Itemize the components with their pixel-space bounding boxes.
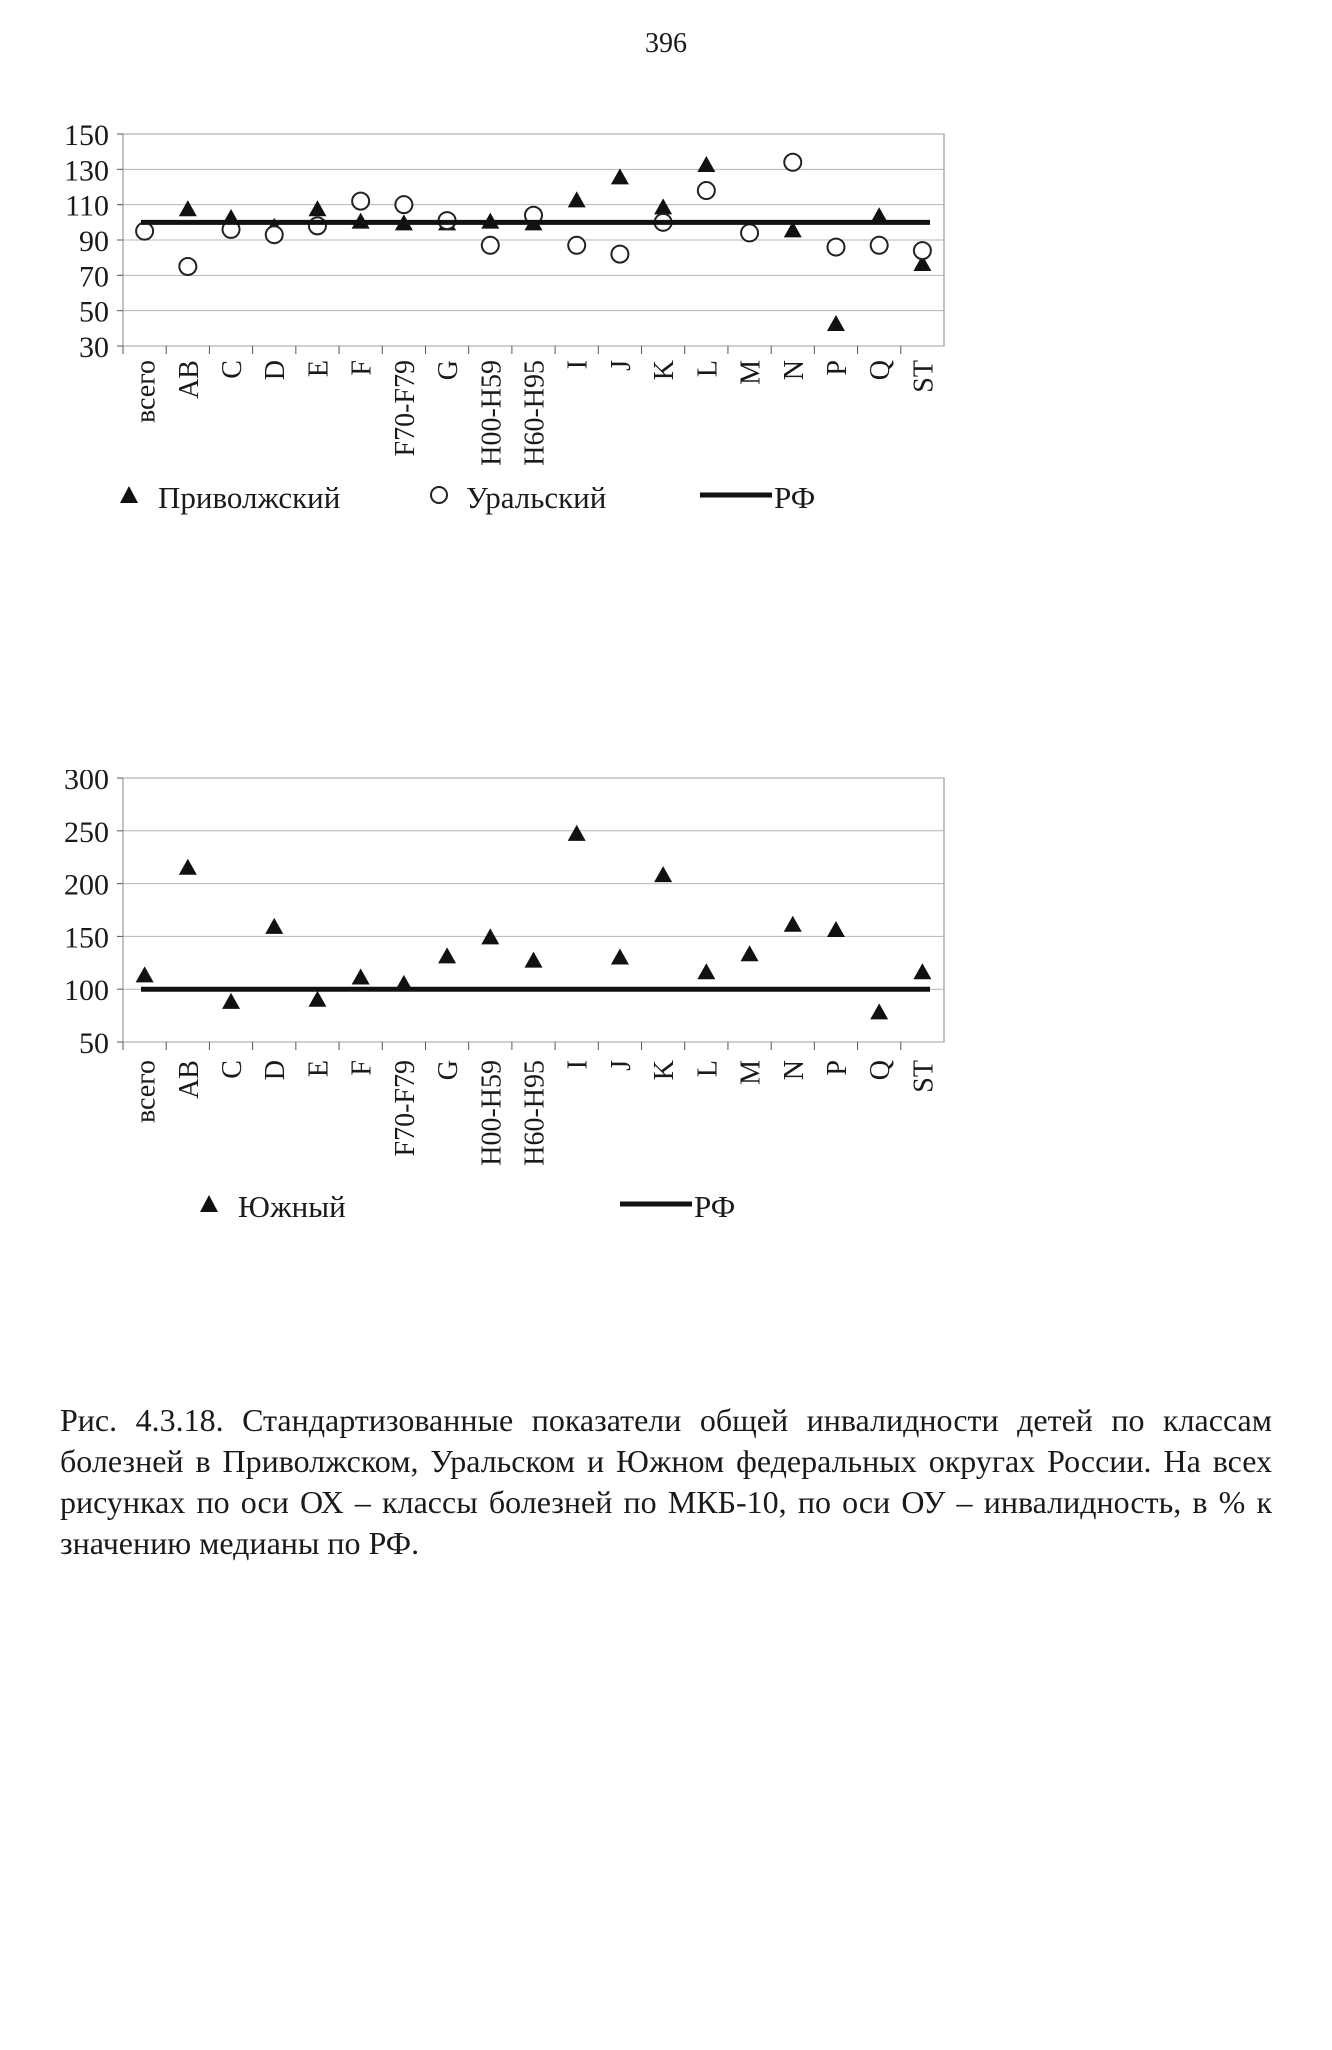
- legend-label-уральский: Уральский: [466, 480, 607, 515]
- x-tick-label-f70-f79: F70-F79: [389, 1060, 421, 1157]
- y-tick-label-150: 150: [64, 921, 109, 955]
- point-южный-j: [611, 948, 629, 964]
- x-tick-label-i: I: [562, 360, 594, 370]
- point-уральский-f: [352, 193, 369, 210]
- point-южный-p: [827, 921, 845, 937]
- point-уральский-n: [784, 154, 801, 171]
- x-tick-label-m: M: [735, 360, 767, 385]
- point-уральский-m: [741, 224, 758, 241]
- x-tick-label-f: F: [346, 1060, 378, 1076]
- point-уральский-st: [914, 242, 931, 259]
- x-tick-label-j: J: [605, 360, 637, 371]
- y-tick-label-50: 50: [79, 295, 109, 329]
- x-tick-label-h00-h59: H00-H59: [476, 1060, 508, 1166]
- plot-area: [123, 778, 944, 1042]
- legend-item-приволжский: [120, 480, 340, 515]
- point-приволжский-i: [568, 191, 586, 207]
- point-южный-q: [870, 1003, 888, 1019]
- point-приволжский-l: [697, 156, 715, 172]
- x-tick-label-l: L: [692, 1060, 724, 1078]
- x-tick-label-i: I: [562, 1060, 594, 1070]
- x-tick-label-e: E: [303, 1060, 335, 1078]
- page-number: 396: [645, 28, 687, 59]
- x-tick-label-ab: AB: [173, 1060, 205, 1099]
- legend-item-южный: [200, 1189, 346, 1224]
- y-tick-label-110: 110: [65, 189, 109, 223]
- point-уральский-l: [698, 182, 715, 199]
- x-tick-label-st: ST: [908, 1060, 940, 1093]
- x-tick-label-всего: всего: [130, 360, 162, 424]
- point-южный-c: [222, 993, 240, 1009]
- x-tick-label-c: C: [217, 360, 249, 379]
- point-уральский-i: [568, 237, 585, 254]
- point-уральский-h00-h59: [482, 237, 499, 254]
- point-южный-g: [438, 947, 456, 963]
- y-tick-label-30: 30: [79, 331, 109, 364]
- point-южный-i: [568, 825, 586, 841]
- point-приволжский-e: [308, 200, 326, 216]
- point-приволжский-k: [654, 198, 672, 214]
- legend-item-уральский: [431, 480, 606, 515]
- y-tick-label-250: 250: [64, 815, 109, 849]
- point-южный-f: [352, 969, 370, 985]
- x-tick-label-h60-h95: H60-H95: [519, 1060, 551, 1166]
- x-tick-label-p: P: [821, 1060, 853, 1076]
- x-tick-label-m: M: [735, 1060, 767, 1085]
- legend-marker-южный: [200, 1195, 218, 1212]
- x-tick-label-l: L: [692, 360, 724, 378]
- x-tick-label-g: G: [433, 1060, 465, 1081]
- x-tick-label-p: P: [821, 360, 853, 376]
- point-уральский-j: [611, 246, 628, 263]
- y-tick-label-150: 150: [64, 120, 109, 152]
- x-tick-label-k: K: [649, 360, 681, 381]
- point-южный-ab: [179, 859, 197, 875]
- x-tick-label-st: ST: [908, 360, 940, 393]
- point-южный-всего: [136, 966, 154, 982]
- y-tick-label-300: 300: [64, 770, 109, 796]
- x-tick-label-f70-f79: F70-F79: [389, 360, 421, 457]
- point-южный-d: [265, 918, 283, 934]
- point-уральский-всего: [136, 223, 153, 240]
- y-tick-label-70: 70: [79, 260, 109, 294]
- legend-item-рф: [620, 1189, 735, 1224]
- x-tick-label-f: F: [346, 360, 378, 376]
- x-tick-label-d: D: [260, 1060, 292, 1081]
- point-южный-st: [913, 963, 931, 979]
- point-приволжский-j: [611, 168, 629, 184]
- legend-marker-приволжский: [120, 486, 138, 503]
- chart-privolzhsky-uralsky: [0, 120, 1332, 680]
- point-уральский-f70-f79: [395, 196, 412, 213]
- chart-yuzhny: [0, 770, 1332, 1310]
- y-tick-label-90: 90: [79, 225, 109, 258]
- legend-label-рф: РФ: [774, 480, 816, 515]
- x-tick-label-n: N: [778, 1060, 810, 1081]
- point-южный-e: [308, 991, 326, 1007]
- point-южный-l: [697, 963, 715, 979]
- legend-item-рф: [700, 480, 815, 515]
- x-tick-label-h60-h95: H60-H95: [519, 360, 551, 466]
- point-приволжский-ab: [179, 200, 197, 216]
- y-tick-label-130: 130: [64, 154, 109, 188]
- x-tick-label-всего: всего: [130, 1060, 162, 1124]
- y-tick-label-200: 200: [64, 868, 109, 902]
- y-tick-label-50: 50: [79, 1027, 109, 1060]
- x-tick-label-q: Q: [865, 1060, 897, 1081]
- point-уральский-q: [871, 237, 888, 254]
- x-tick-label-n: N: [778, 360, 810, 381]
- point-южный-n: [784, 916, 802, 932]
- legend-label-южный: Южный: [238, 1189, 346, 1224]
- point-южный-k: [654, 866, 672, 882]
- legend-marker-уральский: [431, 487, 447, 503]
- point-приволжский-p: [827, 315, 845, 331]
- point-южный-m: [741, 945, 759, 961]
- point-уральский-ab: [179, 258, 196, 275]
- point-южный-h60-h95: [525, 952, 543, 968]
- x-tick-label-ab: AB: [173, 360, 205, 399]
- point-уральский-p: [827, 239, 844, 256]
- x-tick-label-h00-h59: H00-H59: [476, 359, 508, 466]
- x-tick-label-e: E: [303, 360, 335, 378]
- x-tick-label-g: G: [433, 360, 465, 381]
- x-tick-label-k: K: [649, 1060, 681, 1081]
- figure-caption: Рис. 4.3.18. Стандартизованные показатели общей инвалидности детей по классам болезней в Приволжском, Уральском и Южном федеральных округах России. На всех рисунках по оси ОХ – классы болезней по МКБ-10, по оси ОУ – инвалидность, в % к значению медианы по РФ.: [60, 1402, 1272, 1561]
- x-tick-label-j: J: [605, 1060, 637, 1071]
- y-tick-label-100: 100: [64, 974, 109, 1008]
- point-уральский-d: [266, 226, 283, 243]
- legend-label-приволжский: Приволжский: [158, 480, 341, 515]
- x-tick-label-q: Q: [865, 360, 897, 381]
- x-tick-label-c: C: [217, 1060, 249, 1079]
- x-tick-label-d: D: [260, 360, 292, 381]
- legend-label-рф: РФ: [694, 1189, 736, 1224]
